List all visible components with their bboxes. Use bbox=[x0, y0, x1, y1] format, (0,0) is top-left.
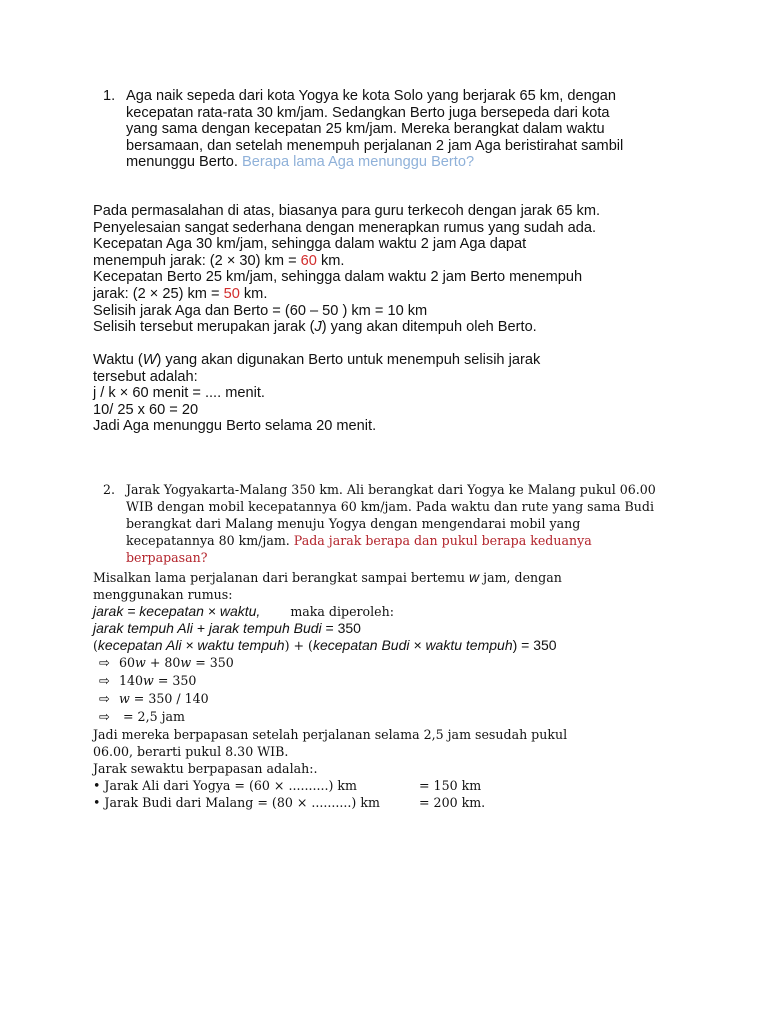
p1-line bbox=[93, 253, 600, 270]
p2-line bbox=[93, 352, 540, 369]
bullet-text: • Jarak Ali dari Yogya = (60 × ..........) km bbox=[93, 778, 357, 793]
step-text: = 350 / 140 bbox=[129, 691, 209, 706]
q2-question-highlight: Pada jarak berapa dan pukul berapa keduanya bbox=[293, 533, 592, 548]
arrow-right-icon: ⇨ bbox=[99, 656, 110, 671]
formula-distance: jarak = kecepatan × waktu, bbox=[93, 603, 261, 619]
question-1-number: 1. bbox=[103, 88, 116, 104]
p1-line bbox=[93, 319, 600, 336]
arrow-right-icon: ⇨ bbox=[99, 710, 110, 725]
sol2-text: jam, dengan bbox=[479, 570, 562, 585]
p2-text: ) yang akan digunakan Berto untuk menempuh selisih jarak bbox=[156, 352, 541, 368]
p1-text: jarak: (2 × 25) km = bbox=[93, 285, 224, 302]
sol2-line: 06.00, berarti pukul 8.30 WIB. bbox=[93, 744, 289, 759]
solution-1-paragraph-a bbox=[93, 203, 600, 336]
sol2-line bbox=[93, 603, 567, 620]
step-text: 60 bbox=[119, 655, 136, 670]
variable-j: J bbox=[314, 319, 322, 336]
sol2-line: Jadi mereka berpapasan setelah perjalanan selama 2,5 jam sesudah pukul bbox=[93, 727, 568, 742]
q2-line bbox=[126, 532, 683, 549]
variable-w: W bbox=[142, 352, 157, 368]
sol2-text: maka diperoleh: bbox=[290, 604, 394, 619]
sol2-line: Jarak sewaktu berpapasan adalah:. bbox=[93, 761, 318, 776]
p1-line: Kecepatan Berto 25 km/jam, sehingga dalam waktu 2 jam Berto menempuh bbox=[93, 269, 583, 286]
q2-line: WIB dengan mobil kecepatannya 60 km/jam. Pada waktu dan rute yang sama Budi bbox=[126, 499, 655, 514]
bullet-result: = 150 km bbox=[419, 778, 482, 793]
question-1 bbox=[93, 88, 673, 171]
bullet-item bbox=[93, 794, 567, 811]
q2-text: kecepatannya 80 km/jam. bbox=[126, 533, 294, 548]
sol2-text: ) = 350 bbox=[512, 637, 557, 653]
q1-line: Aga naik sepeda dari kota Yogya ke kota Solo yang berjarak 65 km, dengan bbox=[126, 88, 617, 104]
bullet-result: = 200 km. bbox=[419, 795, 486, 810]
q2-question-highlight: berpapasan? bbox=[126, 550, 208, 565]
step-text: = 2,5 jam bbox=[119, 709, 185, 724]
p2-text: Waktu ( bbox=[93, 352, 143, 368]
variable-w: w bbox=[469, 569, 480, 585]
step-text: = 350 bbox=[191, 655, 234, 670]
sol2-text: ) + ( bbox=[284, 638, 313, 653]
question-2-number: 2. bbox=[103, 482, 116, 497]
q1-question-highlight: Berapa lama Aga menunggu Berto? bbox=[242, 154, 475, 171]
sol2-line bbox=[93, 569, 567, 586]
step-row bbox=[93, 690, 567, 708]
p1-line: Selisih jarak Aga dan Berto = (60 – 50 ) km = 10 km bbox=[93, 302, 428, 319]
p1-line: Pada permasalahan di atas, biasanya para guru terkecoh dengan jarak 65 km. bbox=[93, 203, 601, 219]
sol2-line bbox=[93, 637, 567, 654]
q1-line bbox=[126, 154, 673, 171]
q2-line: berangkat dari Malang menuju Yogya dengan mengendarai mobil yang bbox=[126, 516, 581, 531]
question-1-text bbox=[126, 88, 673, 171]
q1-line: bersamaan, dan setelah menempuh perjalanan 2 jam Aga beristirahat sambil bbox=[126, 137, 624, 154]
variable-w: w bbox=[143, 673, 154, 688]
solution-2 bbox=[93, 569, 567, 811]
p1-line: Penyelesaian sangat sederhana dengan menerapkan rumus yang sudah ada. bbox=[93, 219, 597, 236]
sol2-text: = 350 bbox=[321, 620, 361, 636]
arrow-right-icon: ⇨ bbox=[99, 692, 110, 707]
step-text: 140 bbox=[119, 673, 144, 688]
solution-1-paragraph-b bbox=[93, 352, 540, 435]
q1-line: yang sama dengan kecepatan 25 km/jam. Mereka berangkat dalam waktu bbox=[126, 121, 605, 138]
p2-line: tersebut adalah: bbox=[93, 368, 198, 385]
formula-ali: kecepatan Ali × waktu tempuh bbox=[97, 637, 285, 653]
step-text: + 80 bbox=[145, 655, 181, 670]
variable-w: w bbox=[119, 691, 130, 706]
p1-text: km. bbox=[316, 252, 345, 269]
variable-w: w bbox=[135, 655, 146, 670]
sol2-line bbox=[93, 620, 567, 637]
formula-sum: jarak tempuh Ali + jarak tempuh Budi bbox=[93, 620, 322, 636]
q2-line: Jarak Yogyakarta-Malang 350 km. Ali berangkat dari Yogya ke Malang pukul 06.00 bbox=[126, 482, 656, 497]
p1-text: menempuh jarak: (2 × 30) km = bbox=[93, 252, 301, 269]
step-row bbox=[93, 708, 567, 726]
p2-line: Jadi Aga menunggu Berto selama 20 menit. bbox=[93, 418, 377, 435]
step-row bbox=[93, 672, 567, 690]
p2-line: 10/ 25 x 60 = 20 bbox=[93, 401, 199, 418]
sol2-line: menggunakan rumus: bbox=[93, 587, 233, 602]
question-2 bbox=[93, 481, 683, 566]
step-text: = 350 bbox=[153, 673, 197, 688]
p1-line: Kecepatan Aga 30 km/jam, sehingga dalam waktu 2 jam Aga dapat bbox=[93, 236, 527, 253]
arrow-right-icon: ⇨ bbox=[99, 674, 110, 689]
berto-distance-value: 50 bbox=[223, 285, 240, 302]
q1-line: kecepatan rata-rata 30 km/jam. Sedangkan Berto juga bersepeda dari kota bbox=[126, 104, 610, 121]
question-2-text bbox=[126, 481, 683, 566]
sol2-text: ( bbox=[93, 638, 98, 653]
bullet-item bbox=[93, 777, 567, 794]
p1-text: Selisih tersebut merupakan jarak ( bbox=[93, 319, 315, 336]
sol2-text: Misalkan lama perjalanan dari berangkat sampai bertemu bbox=[93, 570, 470, 585]
aga-distance-value: 60 bbox=[300, 252, 317, 269]
p1-text: km. bbox=[239, 285, 268, 302]
p2-line: j / k × 60 menit = .... menit. bbox=[93, 385, 265, 402]
p1-text: ) yang akan ditempuh oleh Berto. bbox=[321, 319, 537, 336]
p1-line bbox=[93, 286, 600, 303]
bullet-text: • Jarak Budi dari Malang = (80 × ..........) km bbox=[93, 795, 380, 810]
formula-budi: kecepatan Budi × waktu tempuh bbox=[312, 637, 513, 653]
variable-w: w bbox=[180, 655, 192, 670]
q1-last-line-text: menunggu Berto. bbox=[126, 154, 243, 171]
step-row bbox=[93, 654, 567, 672]
